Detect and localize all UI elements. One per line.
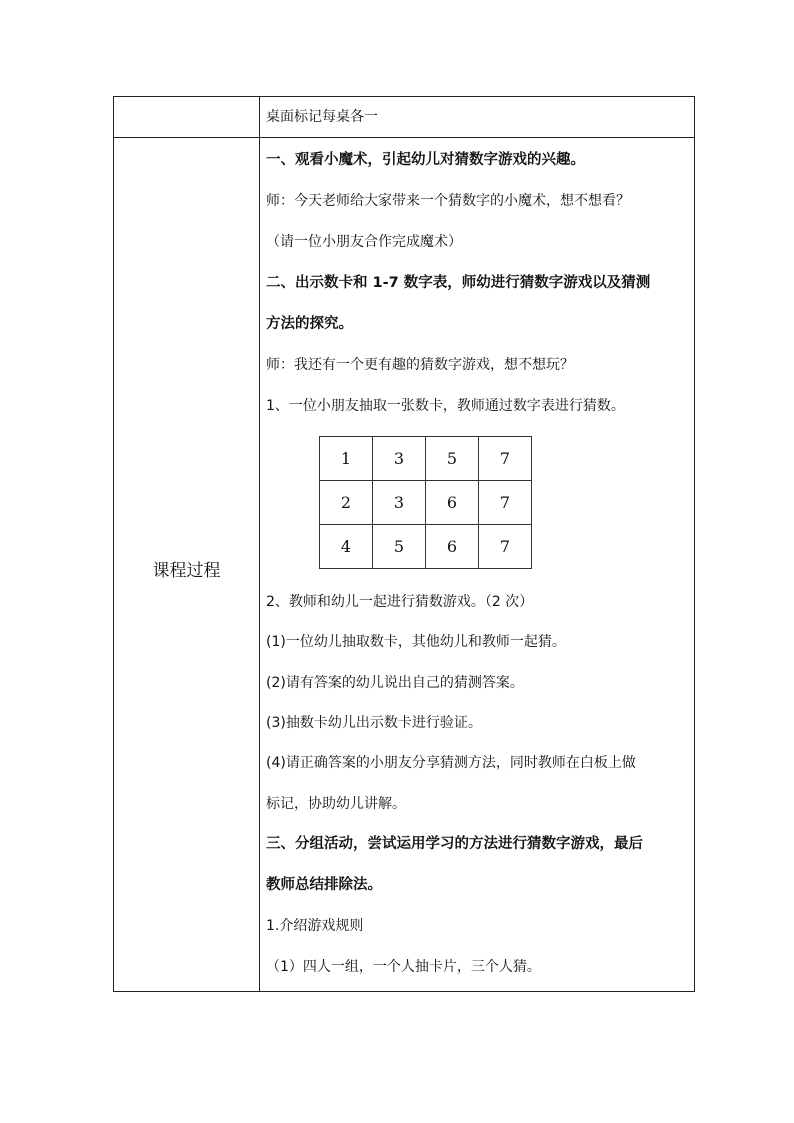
content-line: 教师总结排除法。: [266, 877, 382, 893]
lesson-plan-table: [113, 96, 695, 992]
section-label: 课程过程: [152, 561, 221, 581]
number-table-row: [320, 481, 532, 525]
materials-text: 桌面标记每桌各一: [266, 109, 378, 125]
column-divider: [259, 97, 260, 991]
number-cell: 7: [479, 437, 532, 481]
content-line: 标记，协助幼儿讲解。: [266, 796, 406, 812]
number-cell: 4: [320, 525, 373, 569]
number-cell: 5: [373, 525, 426, 569]
number-cell: 3: [373, 437, 426, 481]
content-line: 1.介绍游戏规则: [266, 918, 364, 934]
number-cell: 6: [426, 481, 479, 525]
content-line: 一、观看小魔术，引起幼儿对猜数字游戏的兴趣。: [266, 152, 585, 168]
row-divider: [114, 137, 694, 138]
content-line: 1、一位小朋友抽取一张数卡，教师通过数字表进行猜数。: [266, 398, 625, 414]
content-line: (3)抽数卡幼儿出示数卡进行验证。: [266, 715, 482, 731]
number-cell: 1: [320, 437, 373, 481]
content-line: (4)请正确答案的小朋友分享猜测方法，同时教师在白板上做: [266, 755, 636, 771]
content-line: 2、教师和幼儿一起进行猜数游戏。（2 次）: [266, 594, 534, 610]
content-line: （1）四人一组，一个人抽卡片，三个人猜。: [266, 959, 541, 975]
number-cell: 7: [479, 481, 532, 525]
number-cell: 6: [426, 525, 479, 569]
number-cell: 2: [320, 481, 373, 525]
content-line: 二、出示数卡和 1-7 数字表，师幼进行猜数字游戏以及猜测: [266, 275, 651, 291]
number-cell: 7: [479, 525, 532, 569]
content-line: （请一位小朋友合作完成魔术）: [266, 234, 462, 250]
content-line: 师：今天老师给大家带来一个猜数字的小魔术，想不想看？: [266, 193, 630, 209]
content-line: (1)一位幼儿抽取数卡，其他幼儿和教师一起猜。: [266, 634, 566, 650]
content-line: 三、分组活动，尝试运用学习的方法进行猜数字游戏，最后: [266, 836, 643, 852]
content-line: 方法的探究。: [266, 316, 353, 332]
content-line: 师：我还有一个更有趣的猜数字游戏，想不想玩？: [266, 357, 574, 373]
number-table-row: [320, 437, 532, 481]
content-line: (2)请有答案的幼儿说出自己的猜测答案。: [266, 675, 524, 691]
number-cell: 5: [426, 437, 479, 481]
number-table-row: [320, 525, 532, 569]
number-table: [319, 436, 532, 569]
number-cell: 3: [373, 481, 426, 525]
